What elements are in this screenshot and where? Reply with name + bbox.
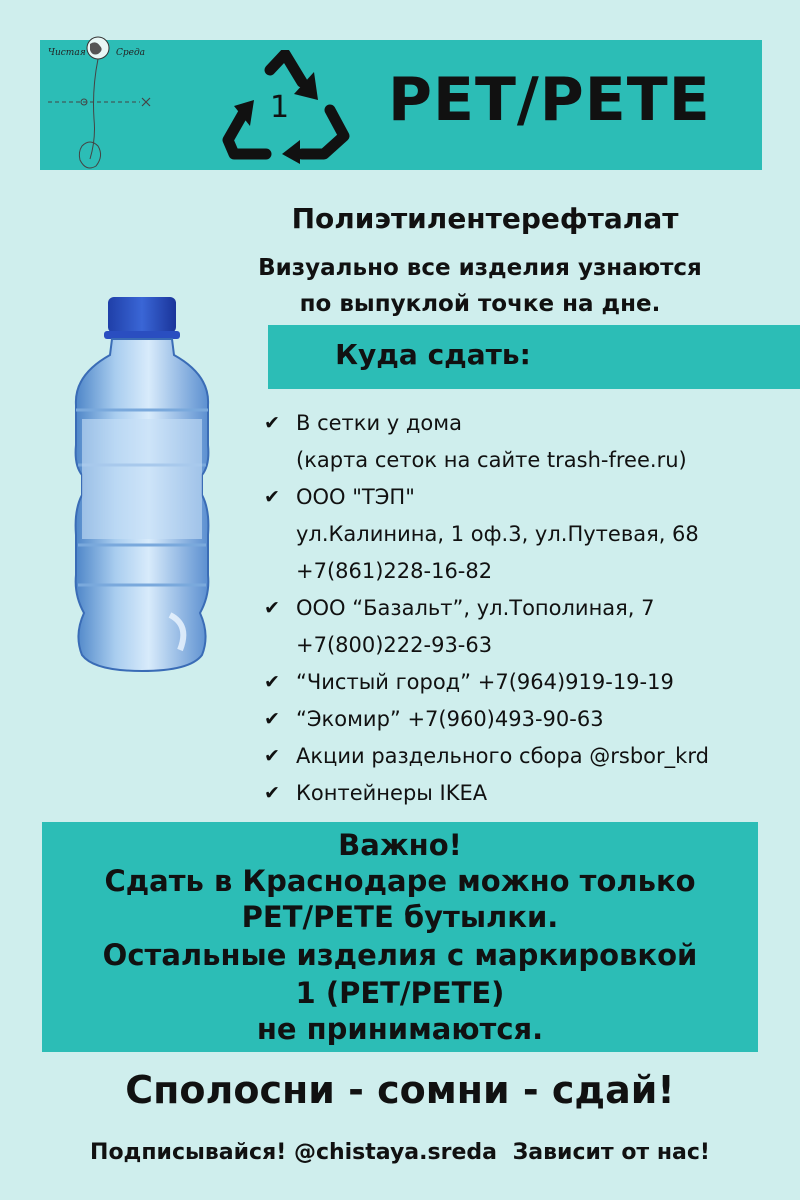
location-item (260, 405, 800, 442)
location-detail (260, 442, 800, 479)
location-text: +7(861)228-16-82 (296, 559, 493, 583)
important-line: 1 (PET/PETE) (295, 976, 505, 1010)
identification-text (240, 250, 720, 322)
important-heading: Важно! (338, 828, 462, 862)
location-item (260, 479, 800, 516)
location-text: В сетки у дома (296, 411, 462, 435)
locations-list (260, 405, 800, 812)
location-text: ул.Калинина, 1 оф.3, ул.Путевая, 68 (296, 522, 699, 546)
slogan: Сполосни - сомни - сдай! (125, 1068, 675, 1112)
location-item (260, 775, 800, 812)
location-text: ООО "ТЭП" (296, 485, 415, 509)
logo-text-right: Среда (116, 48, 146, 58)
identification-line-2: по выпуклой точке на дне. (299, 291, 661, 317)
chistaya-sreda-logo (44, 36, 164, 176)
location-text: “Экомир” +7(960)493-90-63 (296, 707, 604, 731)
checkmark-icon: ✔ (264, 782, 280, 804)
checkmark-icon: ✔ (264, 486, 280, 508)
location-detail (260, 516, 800, 553)
location-item (260, 701, 800, 738)
location-text: “Чистый город” +7(964)919-19-19 (296, 670, 674, 694)
location-item (260, 590, 800, 627)
instagram-handle[interactable]: @chistaya.sreda (293, 1140, 497, 1165)
where-label: Куда сдать: (335, 338, 531, 371)
water-bottle-icon (60, 295, 220, 675)
location-text: Акции раздельного сбора @rsbor_krd (296, 744, 709, 768)
logo-text-left: Чистая (48, 48, 86, 58)
important-line: не принимаются. (256, 1012, 544, 1046)
page-title: PET/PETE (388, 65, 711, 135)
material-name: Полиэтилентерефталат (291, 202, 679, 235)
checkmark-icon: ✔ (264, 597, 280, 619)
checkmark-icon: ✔ (264, 708, 280, 730)
important-line: PET/PETE бутылки. (241, 900, 559, 934)
location-detail (260, 627, 800, 664)
footer (0, 1140, 800, 1165)
location-item (260, 738, 800, 775)
checkmark-icon: ✔ (264, 412, 280, 434)
location-item (260, 664, 800, 701)
location-text: +7(800)222-93-63 (296, 633, 493, 657)
recycle-code: 1 (270, 90, 290, 125)
important-line: Сдать в Краснодаре можно только (104, 864, 696, 898)
checkmark-icon: ✔ (264, 745, 280, 767)
location-detail (260, 553, 800, 590)
important-line: Остальные изделия с маркировкой (102, 938, 698, 972)
checkmark-icon: ✔ (264, 671, 280, 693)
recycle-symbol (220, 50, 350, 165)
location-text: (карта сеток на сайте trash-free.ru) (296, 448, 687, 472)
subscribe-text: Подписывайся! (90, 1140, 287, 1165)
water-bottle-illustration (60, 295, 220, 675)
location-text: ООО “Базальт”, ул.Тополиная, 7 (296, 596, 655, 620)
location-text: Контейнеры IKEA (296, 781, 488, 805)
footer-tagline: Зависит от нас! (512, 1140, 710, 1165)
identification-line-1: Визуально все изделия узнаются (258, 255, 702, 281)
